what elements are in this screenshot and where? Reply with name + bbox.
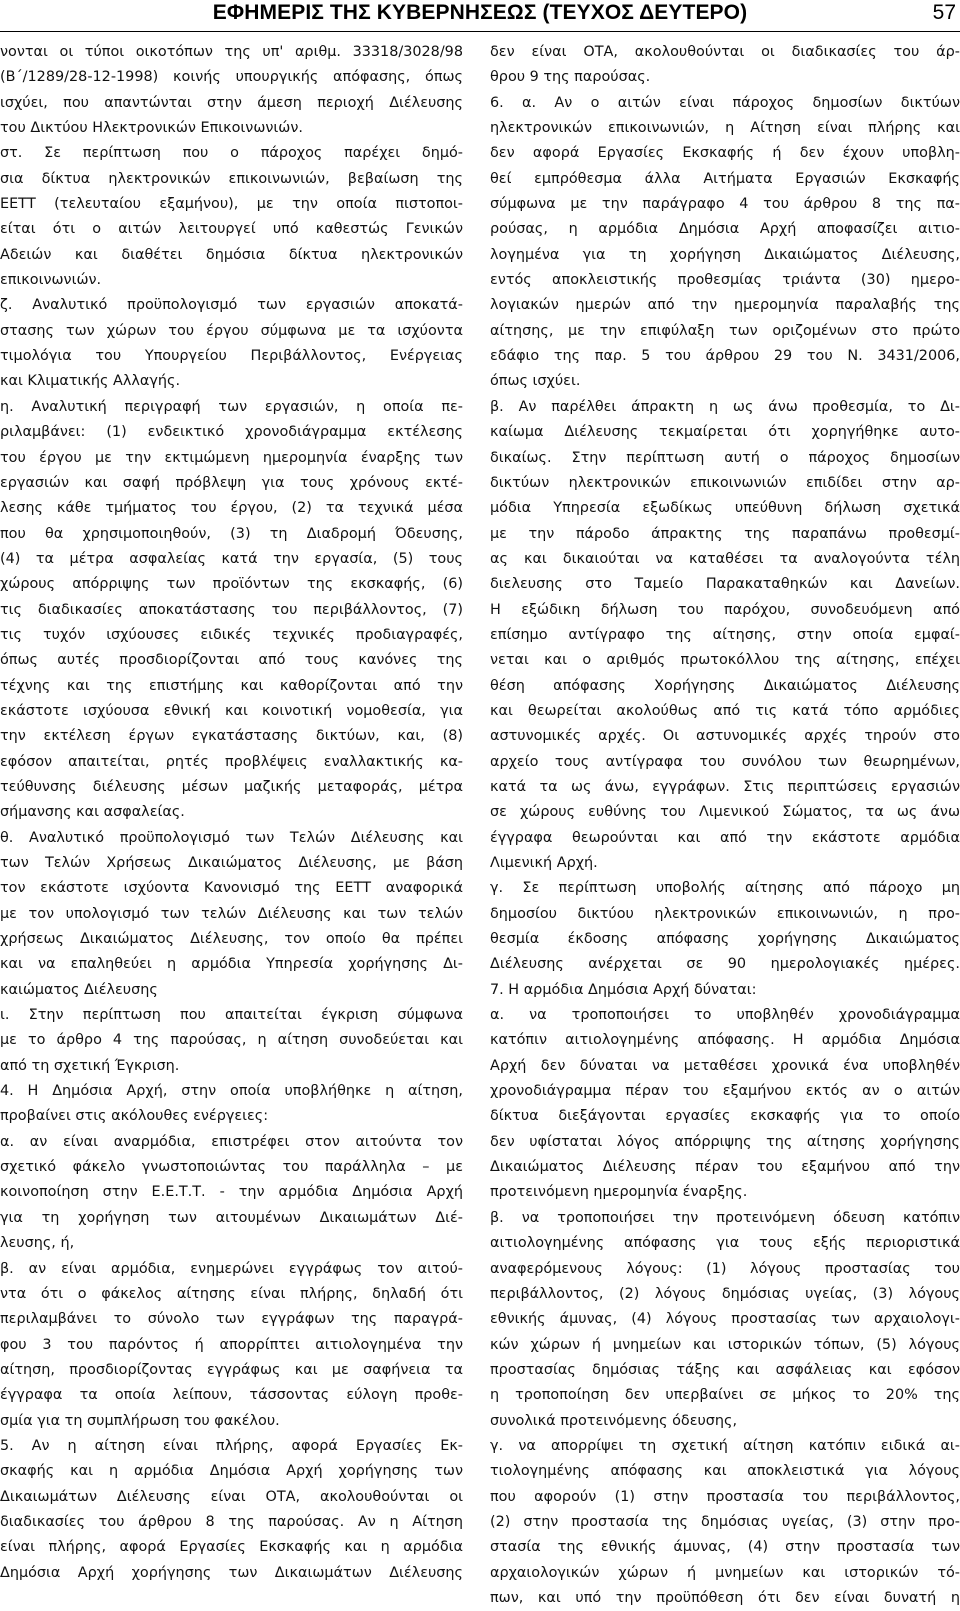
text-line: διαδικασίες του άρθρου 8 της παρούσας. Αν η Αίτηση (0, 1513, 463, 1530)
text-line: Αρχή δεν δύναται να μεταθέσει χρονικά ένα υποβληθέν (490, 1057, 960, 1074)
text-line: επίσημο αντίγραφο της αίτησης, στην οποία εμφαί- (490, 626, 960, 643)
text-line: κών χώρων ή μνημείων και ιστορικών τόπων, (5) λόγους (490, 1336, 960, 1353)
text-line: είται ότι ο αιτών λειτουργεί υπό καθεστώς Γενικών (0, 221, 463, 238)
text-line: α. αν είναι αναρμόδια, επιστρέφει στον αιτούντα τον (0, 1133, 463, 1150)
text-line: προβαίνει στις ακόλουθες ενέργειες: (0, 1108, 269, 1125)
text-line: και να επαληθεύει η αρμόδια Υπηρεσία χορήγησης Δι- (0, 956, 463, 973)
text-line: (Β΄/1289/28-12-1998) κοινής υπουργικής απόφασης, όπως (0, 69, 463, 86)
text-line: β. να τροποποιήσει την προτεινόμενη όδευση κατόπιν (490, 1209, 960, 1226)
text-line: εργασιών και σαφή πρόβλεψη για τους χρόνους εκτέ- (0, 474, 463, 491)
text-line: ρούσας, η αρμόδια Δημόσια Αρχή αποφασίζει αιτιο- (490, 221, 960, 238)
text-line: η. Αναλυτική περιγραφή των εργασιών, η οποία πε- (0, 398, 463, 415)
text-line: 5. Αν η αίτηση είναι πλήρης, αφορά Εργασίες Εκ- (0, 1437, 463, 1454)
text-line: Λιμενική Αρχή. (490, 855, 598, 871)
text-line: δεν είναι ΟΤΑ, ακολουθούνται οι διαδικασίες του άρ- (490, 44, 960, 60)
text-line: ΕΕΤΤ (τελευταίου εξαμήνου), με την οποία πιστοποι- (0, 196, 463, 213)
text-line: των Τελών Χρήσεως Δικαιώματος Διέλευσης, με βάση (0, 855, 463, 871)
page-header (0, 0, 960, 34)
text-line: α. να τροποποιήσει το υποβληθέν χρονοδιάγραμμα (490, 1007, 960, 1024)
text-line: στ. Σε περίπτωση που ο πάροχος παρέχει δημό- (0, 145, 463, 162)
text-line: ας και δικαιούται να καταθέσει τα αναλογούντα τέλη (490, 550, 960, 567)
text-line: στασία της εθνικής άμυνας, (4) στην προστασία των (490, 1539, 960, 1556)
text-line: προστασίας δημόσιας τάξης και ασφάλειας και εφόσον (490, 1361, 960, 1378)
text-line: θρου 9 της παρούσας. (490, 69, 651, 86)
text-line: είναι πλήρης, αφορά Εργασίες Εκσκαφής και η αρμόδια (0, 1539, 463, 1556)
text-line: αίτησης, με την επιφύλαξη των οριζομένων στο πρώτο (490, 322, 960, 339)
text-line: θέση απόφασης Χορήγησης Δικαιώματος Διέλευσης (490, 677, 960, 694)
text-line: σύμφωνα με την παράγραφο 4 του άρθρου 8 της πα- (490, 196, 960, 213)
text-line: έγγραφα θεωρούνται και από την εκάστοτε αρμόδια (490, 829, 960, 846)
text-line: θεί εμπρόθεσμα άλλα Αιτήματα Εργασιών Εκσκαφής (490, 170, 960, 187)
text-line: σήμανσης και ασφαλείας. (0, 804, 185, 821)
text-line: τις τυχόν ισχύουσες ειδικές τεχνικές προδιαγραφές, (0, 626, 463, 643)
text-line: καίωμα Διέλευσης τεκμαίρεται ότι χορηγήθηκε αυτο- (490, 424, 960, 441)
text-line: κοινοποίηση στην Ε.Ε.Τ.Τ. - την αρμόδια Δημόσια Αρχή (0, 1184, 463, 1201)
text-line: χρονοδιάγραμμα πέραν του εξαμήνου εκτός αν ο αιτών (490, 1083, 960, 1100)
text-line: σχετικό φάκελο γνωστοποιώντας του παράλληλα – με (0, 1159, 463, 1176)
text-line: Διέλευσης ανέρχεται σε 90 ημερολογιακές ημέρες. (490, 956, 960, 973)
text-line: πων, και υπό την προϋπόθεση ότι δεν είναι δυνατή η (490, 1589, 960, 1606)
text-line: σε χώρους ευθύνης του Λιμενικού Σώματος, τα ως άνω (490, 804, 960, 821)
page-number: 57 (932, 1, 956, 24)
text-line: Αδειών και διαθέτει δημόσια δίκτυα ηλεκτρονικών (0, 246, 463, 263)
text-line: χρήσεως Δικαιώματος Διέλευσης, τον οποίο θα πρέπει (0, 931, 463, 948)
text-line: φου 3 του παρόντος ή απορρίπτει αιτιολογημένα την (0, 1336, 463, 1353)
text-line: με την πάροδο άπρακτης της παραπάνω προθεσμί- (490, 525, 960, 542)
text-line: δημοσίου δικτύου ηλεκτρονικών επικοινωνιών, η προ- (490, 905, 960, 922)
text-line: περιβάλλοντος, (2) λόγους δημόσιας υγείας, (3) λόγους (490, 1285, 960, 1302)
text-line: εκάστοτε ισχύουσα εθνική και κοινοτική νομοθεσία, για (0, 702, 463, 719)
text-line: αιτιολογημένης απόφασης για τους εξής περιοριστικά (490, 1235, 960, 1252)
text-line: ζ. Αναλυτικό προϋπολογισμό των εργασιών αποκατά- (0, 297, 463, 314)
text-line: λεσης κάθε τμήματος του έργου, (2) τα τεχνικά μέσα (0, 500, 463, 517)
text-line: δεν υφίσταται λόγος απόρριψης της αίτησης χορήγησης (490, 1133, 960, 1150)
text-line: αναφερόμενους λόγους: (1) λόγους προστασίας του (490, 1260, 960, 1277)
header-rule (0, 31, 960, 32)
text-line: θ. Αναλυτικό προϋπολογισμό των Τελών Διέλευσης και (0, 829, 463, 846)
text-line: του Δικτύου Ηλεκτρονικών Επικοινωνιών. (0, 120, 303, 137)
text-line: τεύθυνσης διέλευσης μέσων μαζικής μεταφοράς, μέτρα (0, 778, 463, 795)
text-line: τις διαδικασίες αποκατάστασης του περιβάλλοντος, (7) (0, 601, 463, 618)
text-line: λογημένα για τη χορήγηση Δικαιώματος Διέλευσης, (490, 246, 960, 263)
text-line: για τη χορήγηση των αιτουμένων Δικαιωμάτων Διέ- (0, 1209, 463, 1226)
text-line: ντα ότι ο φάκελος αίτησης είναι πλήρης, δηλαδή ότι (0, 1285, 463, 1302)
text-line: εντός αποκλειστικής προθεσμίας τριάντα (30) ημερο- (490, 272, 960, 289)
text-line: με το άρθρο 4 της παρούσας, η αίτηση συνοδεύεται και (0, 1032, 463, 1049)
text-line: τέχνης και της επιστήμης και καθορίζονται από την (0, 677, 463, 694)
text-line: Δημόσια Αρχή χορήγησης των Δικαιωμάτων Διέλευσης (0, 1564, 463, 1581)
text-line: έγγραφα τα οποία λείπουν, τάσσοντας εύλογη προθε- (0, 1387, 463, 1404)
text-line: Η εξώδικη δήλωση του παρόχου, συνοδευόμενη από (490, 601, 960, 618)
text-line: τιμολόγια του Υπουργείου Περιβάλλοντος, Ενέργειας (0, 348, 463, 365)
text-line: συνολικά προτεινόμενης όδευσης, (490, 1412, 738, 1429)
text-line: 7. Η αρμόδια Δημόσια Αρχή δύναται: (490, 981, 757, 998)
text-line: (2) στην προστασία της δημόσιας υγείας, (3) στην προ- (490, 1513, 960, 1530)
text-line: με τον υπολογισμό των τελών Διέλευσης και των τελών (0, 905, 463, 922)
text-line: περιλαμβάνει το σύνολο των εγγράφων της παραγρά- (0, 1311, 463, 1328)
text-line: κατά τα ως άνω, εγγράφων. Στις περιπτώσεις εργασιών (490, 778, 960, 795)
text-line: δίκτυα διεξάγονται εργασίες εκσκαφής για το οποίο (490, 1108, 960, 1125)
text-line: που αφορούν (1) στην προστασία του περιβάλλοντος, (490, 1488, 960, 1505)
text-line: αρχείο τους αντίγραφα του συνόλου των θεωρημένων, (490, 753, 960, 770)
text-line: Δικαιώματος Διέλευσης πέραν του εξαμήνου από την (490, 1159, 960, 1176)
text-line: χώρους απόρριψης των προϊόντων της εκσκαφής, (6) (0, 576, 463, 593)
text-line: του έργου με την εκτιμώμενη ημερομηνία έναρξης των (0, 449, 463, 466)
text-line: 4. Η Δημόσια Αρχή, στην οποία υποβλήθηκε η αίτηση, (0, 1083, 463, 1100)
text-line: που θα χρησιμοποιηθούν, (3) τη Διαδρομή Όδευσης, (0, 525, 463, 542)
text-line: και Κλιματικής Αλλαγής. (0, 373, 181, 390)
right-column (490, 40, 960, 1611)
text-line: εθνικής άμυνας, (4) λόγους προστασίας των αρχαιολογι- (490, 1311, 960, 1328)
text-line: Δικαιωμάτων Διέλευσης είναι ΟΤΑ, ακολουθούνται οι (0, 1488, 463, 1505)
text-line: όπως ισχύει. (490, 373, 581, 390)
text-line: εδάφιο της παρ. 5 του άρθρου 29 του Ν. 3431/2006, (490, 348, 960, 365)
text-line: η τροποποίηση δεν υπερβαίνει σε μήκος το 20% της (490, 1387, 960, 1404)
text-line: αίτηση, προσδιορίζοντας εγγράφως και με σαφήνεια τα (0, 1361, 463, 1378)
text-line: εφόσον απαιτείται, ρητές προβλέψεις εναλλακτικής κα- (0, 753, 463, 770)
text-line: β. αν είναι αρμόδια, ενημερώνει εγγράφως τον αιτού- (0, 1260, 463, 1277)
text-line: σια δίκτυα ηλεκτρονικών επικοινωνιών, βεβαίωση της (0, 170, 463, 187)
text-line: 6. α. Αν ο αιτών είναι πάροχος δημοσίων δικτύων (490, 94, 960, 111)
text-line: κατόπιν αιτιολογημένης απόφασης. Η αρμόδια Δημόσια (490, 1032, 960, 1049)
text-line: επικοινωνιών. (0, 272, 102, 289)
text-line: ι. Στην περίπτωση που απαιτείται έγκριση σύμφωνα (0, 1007, 463, 1024)
gazette-title: ΕΦΗΜΕΡΙΣ ΤΗΣ ΚΥΒΕΡΝΗΣΕΩΣ (ΤΕΥΧΟΣ ΔΕΥΤΕΡΟ) (212, 1, 748, 24)
text-line: αστυνομικές αρχές. Οι αστυνομικές αρχές τηρούν στο (490, 728, 960, 745)
text-line: προτεινόμενη ημερομηνία έναρξης. (490, 1184, 748, 1201)
text-line: την εκτέλεση έργων εγκατάστασης δικτύων, και, (8) (0, 728, 463, 745)
text-line: νεται και ο αριθμός πρωτοκόλλου της αίτησης, επέχει (490, 652, 960, 669)
text-line: ισχύει, που απαντώνται στην άμεση περιοχή Διέλευσης (0, 94, 463, 111)
left-column (0, 40, 463, 1586)
text-line: δεν αφορά Εργασίες Εκσκαφής ή δεν έχουν υποβλη- (490, 145, 960, 162)
text-line: καιώματος Διέλευσης (0, 981, 158, 998)
text-line: από τη σχετική Έγκριση. (0, 1057, 180, 1074)
text-line: σκαφής και η αρμόδια Δημόσια Αρχή χορήγησης των (0, 1463, 463, 1480)
text-line: διελευσης στο Ταμείο Παρακαταθηκών και Δανείων. (490, 576, 960, 593)
text-line: δικαίως. Στην περίπτωση αυτή ο πάροχος δημοσίων (490, 449, 960, 466)
text-line: σμία για τη συμπλήρωση του φακέλου. (0, 1412, 280, 1429)
text-line: λευσης, ή, (0, 1235, 75, 1252)
text-line: (4) τα μέτρα ασφαλείας κατά την εργασία, (5) τους (0, 550, 463, 567)
text-line: τιολογημένης απόφασης και αποκλειστικά για λόγους (490, 1463, 960, 1480)
text-line: θεσμία έκδοσης απόφασης χορήγησης Δικαιώματος (490, 931, 960, 948)
text-line: ριλαμβάνει: (1) ενδεικτικό χρονοδιάγραμμα εκτέλεσης (0, 424, 463, 441)
text-line: γ. να απορρίψει τη σχετική αίτηση κατόπιν ειδικά αι- (490, 1437, 960, 1454)
text-line: όπως αυτές προσδιορίζονται από τους κανόνες της (0, 652, 463, 669)
text-line: β. Αν παρέλθει άπρακτη η ως άνω προθεσμία, το Δι- (490, 398, 960, 415)
text-line: λογιακών ημερών από την ημερομηνία παραλαβής της (490, 297, 960, 314)
text-line: μόδια Υπηρεσία εξωδίκως υπεύθυνη δήλωση σχετικά (490, 500, 960, 517)
text-line: αρχαιολογικών χώρων ή μνημείων και ιστορικών τό- (490, 1564, 960, 1581)
text-line: γ. Σε περίπτωση υποβολής αίτησης από πάροχο μη (490, 880, 960, 897)
text-line: δικτύων ηλεκτρονικών επικοινωνιών επιδίδει στην αρ- (490, 474, 960, 491)
text-line: ηλεκτρονικών επικοινωνιών, η Αίτηση είναι πλήρης και (490, 120, 960, 137)
text-line: τον εκάστοτε ισχύοντα Κανονισμό της ΕΕΤΤ αναφορικά (0, 880, 463, 897)
text-line: στασης των χώρων του έργου σύμφωνα με τα ισχύοντα (0, 322, 463, 339)
text-line: νονται οι τύποι οικοτόπων της υπ' αριθμ. 33318/3028/98 (0, 44, 463, 60)
text-line: και θεωρείται ακολούθως από τις κατά τόπο αρμόδιες (490, 702, 960, 719)
